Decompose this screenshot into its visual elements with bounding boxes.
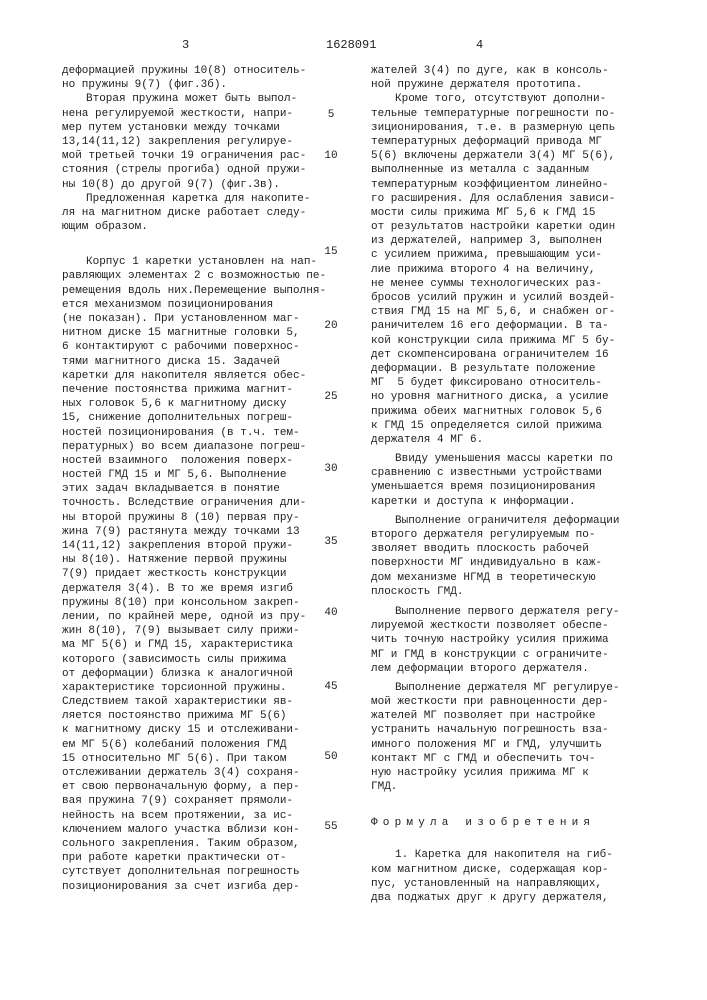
text-line: второго держателя регулируемым по- xyxy=(371,528,661,542)
line-number: 10 xyxy=(322,150,340,162)
text-line: плоскость ГМД. xyxy=(371,585,661,599)
text-line: 6 контактируют с рабочими поверхнос- xyxy=(62,340,332,354)
text-line: 13,14(11,12) закрепления регулируе- xyxy=(62,135,332,149)
text-line: мой жесткости при равноценности дер- xyxy=(371,695,661,709)
text-line: 14(11,12) закрепления второй пружи- xyxy=(62,539,332,553)
text-line: ностей взаимного положения поверх- xyxy=(62,454,332,468)
claims-heading: Формула изобретения xyxy=(371,816,661,830)
text-line: лем деформации второго держателя. xyxy=(371,662,661,676)
text-line: деформацией пружины 10(8) относитель- xyxy=(62,64,332,78)
patent-number: 1628091 xyxy=(326,38,376,52)
text-line: (не показан). При установленном маг- xyxy=(62,312,332,326)
line-number: 15 xyxy=(322,246,340,258)
text-line: два поджатых друг к другу держателя, xyxy=(371,891,661,905)
text-line: чить точную настройку усилия прижима xyxy=(371,633,661,647)
text-line: нена регулируемой жесткости, напри- xyxy=(62,107,332,121)
text-line: жателей МГ позволяет при настройке xyxy=(371,709,661,723)
text-line: 15 относительно МГ 5(6). При таком xyxy=(62,752,332,766)
text-line: Вторая пружина может быть выпол- xyxy=(62,92,332,106)
text-line: к магнитному диску 15 и отслеживани- xyxy=(62,723,332,737)
text-line: ем МГ 5(6) колебаний положения ГМД xyxy=(62,738,332,752)
text-line: лируемой жесткости позволяет обеспе- xyxy=(371,619,661,633)
paragraph xyxy=(371,452,661,509)
text-line: 15, снижение дополнительных погреш- xyxy=(62,411,332,425)
text-line: ностей ГМД 15 и МГ 5,6. Выполнение xyxy=(62,468,332,482)
left-page-number: 3 xyxy=(182,38,189,52)
text-line: температурным коэффициентом линейно- xyxy=(371,178,661,192)
text-line: Выполнение первого держателя регу- xyxy=(371,605,661,619)
text-line: жателей 3(4) по дуге, как в консоль- xyxy=(371,64,661,78)
text-line: Ввиду уменьшения массы каретки по xyxy=(371,452,661,466)
text-line: устранить начальную погрешность вза- xyxy=(371,723,661,737)
text-line: вая пружина 7(9) сохраняет прямоли- xyxy=(62,794,332,808)
text-line: прижима обеих магнитных головок 5,6 xyxy=(371,405,661,419)
text-line: выполненные из металла с заданным xyxy=(371,163,661,177)
text-line: имного положения МГ и ГМД, улучшить xyxy=(371,738,661,752)
text-line: лие прижима второго 4 на величину, xyxy=(371,263,661,277)
text-line: ствия ГМД 15 на МГ 5,6, и снабжен ог- xyxy=(371,305,661,319)
text-line: ляется постоянство прижима МГ 5(6) xyxy=(62,709,332,723)
text-line: этих задач вкладывается в понятие xyxy=(62,482,332,496)
text-line: ных головок 5,6 к магнитному диску xyxy=(62,397,332,411)
right-page-number: 4 xyxy=(476,38,483,52)
text-line: но уровня магнитного диска, а усилие xyxy=(371,390,661,404)
text-line: к ГМД 15 определяется силой прижима xyxy=(371,419,661,433)
text-line: ны второй пружины 8 (10) первая пру- xyxy=(62,511,332,525)
text-line: которого (зависимость силы прижима xyxy=(62,653,332,667)
text-line: ностей позиционирования (в т.ч. тем- xyxy=(62,426,332,440)
text-line: 7(9) придает жесткость конструкции xyxy=(62,567,332,581)
text-line: Предложенная каретка для накопите- xyxy=(62,192,332,206)
text-line: жина 7(9) растянута между точками 13 xyxy=(62,525,332,539)
paragraph xyxy=(371,64,661,92)
text-line: держателя 3(4). В то же время изгиб xyxy=(62,582,332,596)
line-number: 35 xyxy=(322,536,340,548)
text-line: каретки и доступа к информации. xyxy=(371,495,661,509)
text-line: уменьшается время позиционирования xyxy=(371,480,661,494)
text-line: МГ 5 будет фиксировано относитель- xyxy=(371,376,661,390)
text-line: мой третьей точки 19 ограничения рас- xyxy=(62,149,332,163)
text-line: деформации. В результате положение xyxy=(371,362,661,376)
text-line: печение постоянства прижима магнит- xyxy=(62,383,332,397)
text-line: стояния (стрелы прогиба) одной пружи- xyxy=(62,163,332,177)
text-line: ГМД. xyxy=(371,780,661,794)
text-line: при работе каретки практически от- xyxy=(62,851,332,865)
text-line: равляющих элементах 2 с возможностью пе- xyxy=(62,269,332,283)
left-text-column xyxy=(62,64,332,894)
text-line: сравнению с известными устройствами xyxy=(371,466,661,480)
text-line: температурных деформаций привода МГ xyxy=(371,135,661,149)
paragraph xyxy=(371,92,661,447)
text-line: Кроме того, отсутствуют дополни- xyxy=(371,92,661,106)
paragraph xyxy=(371,848,661,905)
text-line: МГ и ГМД в конструкции с ограничите- xyxy=(371,648,661,662)
text-line: от результатов настройки каретки один xyxy=(371,220,661,234)
text-line: от деформации) близка к аналогичной xyxy=(62,667,332,681)
line-number: 30 xyxy=(322,463,340,475)
paragraph xyxy=(371,681,661,795)
text-line: ется механизмом позиционирования xyxy=(62,298,332,312)
text-line: Выполнение держателя МГ регулируе- xyxy=(371,681,661,695)
text-line: нитном диске 15 магнитные головки 5, xyxy=(62,326,332,340)
line-number: 40 xyxy=(322,607,340,619)
line-number: 50 xyxy=(322,751,340,763)
text-line: точность. Вследствие ограничения дли- xyxy=(62,496,332,510)
paragraph xyxy=(62,192,332,235)
text-line: сутствует дополнительная погрешность xyxy=(62,865,332,879)
text-line: контакт МГ с ГМД и обеспечить точ- xyxy=(371,752,661,766)
text-line: лении, по крайней мере, одной из пру- xyxy=(62,610,332,624)
text-line: ля на магнитном диске работает следу- xyxy=(62,206,332,220)
text-line: Следствием такой характеристики яв- xyxy=(62,695,332,709)
text-line: ком магнитном диске, содержащая кор- xyxy=(371,863,661,877)
text-line: кой конструкции сила прижима МГ 5 бу- xyxy=(371,334,661,348)
text-line: раничителем 16 его деформации. В та- xyxy=(371,319,661,333)
text-line: не менее суммы технологических раз- xyxy=(371,277,661,291)
text-line: каретки для накопителя является обес- xyxy=(62,369,332,383)
text-line: мер путем установки между точками xyxy=(62,121,332,135)
text-line: жин 8(10), 7(9) вызывает силу прижи- xyxy=(62,624,332,638)
paragraph xyxy=(62,255,332,893)
text-line: позиционирования за счет изгиба дер- xyxy=(62,880,332,894)
text-line: ма МГ 5(6) и ГМД 15, характеристика xyxy=(62,638,332,652)
paragraph xyxy=(371,514,661,599)
text-line: зволяет вводить плоскость рабочей xyxy=(371,542,661,556)
line-number: 5 xyxy=(322,109,340,121)
right-text-column xyxy=(371,64,661,905)
text-line: характеристике торсионной пружины. xyxy=(62,681,332,695)
text-line: отслеживании держатель 3(4) сохраня- xyxy=(62,766,332,780)
text-line: с усилием прижима, превышающим уси- xyxy=(371,248,661,262)
text-line: дет скомпенсирована ограничителем 16 xyxy=(371,348,661,362)
text-line: ет свою первоначальную форму, а пер- xyxy=(62,780,332,794)
text-line: пружины 8(10) при консольном закреп- xyxy=(62,596,332,610)
text-line: бросов усилий пружин и усилий воздей- xyxy=(371,291,661,305)
text-line: Корпус 1 каретки установлен на нап- xyxy=(62,255,332,269)
text-line: Выполнение ограничителя деформации xyxy=(371,514,661,528)
text-line: тями магнитного диска 15. Задачей xyxy=(62,355,332,369)
text-line: тельные температурные погрешности по- xyxy=(371,107,661,121)
text-line: пературных) во всем диапазоне погреш- xyxy=(62,440,332,454)
claims-body xyxy=(371,848,661,905)
line-number: 25 xyxy=(322,391,340,403)
text-line: нейность на всем протяжении, за ис- xyxy=(62,809,332,823)
text-line: дом механизме НГМД в теоретическую xyxy=(371,571,661,585)
line-number: 45 xyxy=(322,681,340,693)
text-line: ремещения вдоль них.Перемещение выполня- xyxy=(62,284,332,298)
text-line: ны 8(10). Натяжение первой пружины xyxy=(62,553,332,567)
text-line: поверхности МГ индивидуально в каж- xyxy=(371,556,661,570)
text-line: ны 10(8) до другой 9(7) (фиг.3в). xyxy=(62,178,332,192)
text-line: ную настройку усилия прижима МГ к xyxy=(371,766,661,780)
paragraph xyxy=(62,92,332,191)
text-line: ющим образом. xyxy=(62,220,332,234)
text-line: мости силы прижима МГ 5,6 к ГМД 15 xyxy=(371,206,661,220)
text-line: пус, установленный на направляющих, xyxy=(371,877,661,891)
line-number: 55 xyxy=(322,821,340,833)
text-line: зиционирования, т.е. в размерную цепь xyxy=(371,121,661,135)
text-line: ключением малого участка вблизи кон- xyxy=(62,823,332,837)
line-number: 20 xyxy=(322,320,340,332)
paragraph xyxy=(62,64,332,92)
paragraph xyxy=(371,605,661,676)
text-line: сольного закрепления. Таким образом, xyxy=(62,837,332,851)
text-line: ной пружине держателя прототипа. xyxy=(371,78,661,92)
text-line: 5(6) включены держатели 3(4) МГ 5(6), xyxy=(371,149,661,163)
text-line: из держателей, например 3, выполнен xyxy=(371,234,661,248)
text-line: 1. Каретка для накопителя на гиб- xyxy=(371,848,661,862)
text-line: держателя 4 МГ 6. xyxy=(371,433,661,447)
text-line: го расширения. Для ослабления зависи- xyxy=(371,192,661,206)
text-line: но пружины 9(7) (фиг.3б). xyxy=(62,78,332,92)
